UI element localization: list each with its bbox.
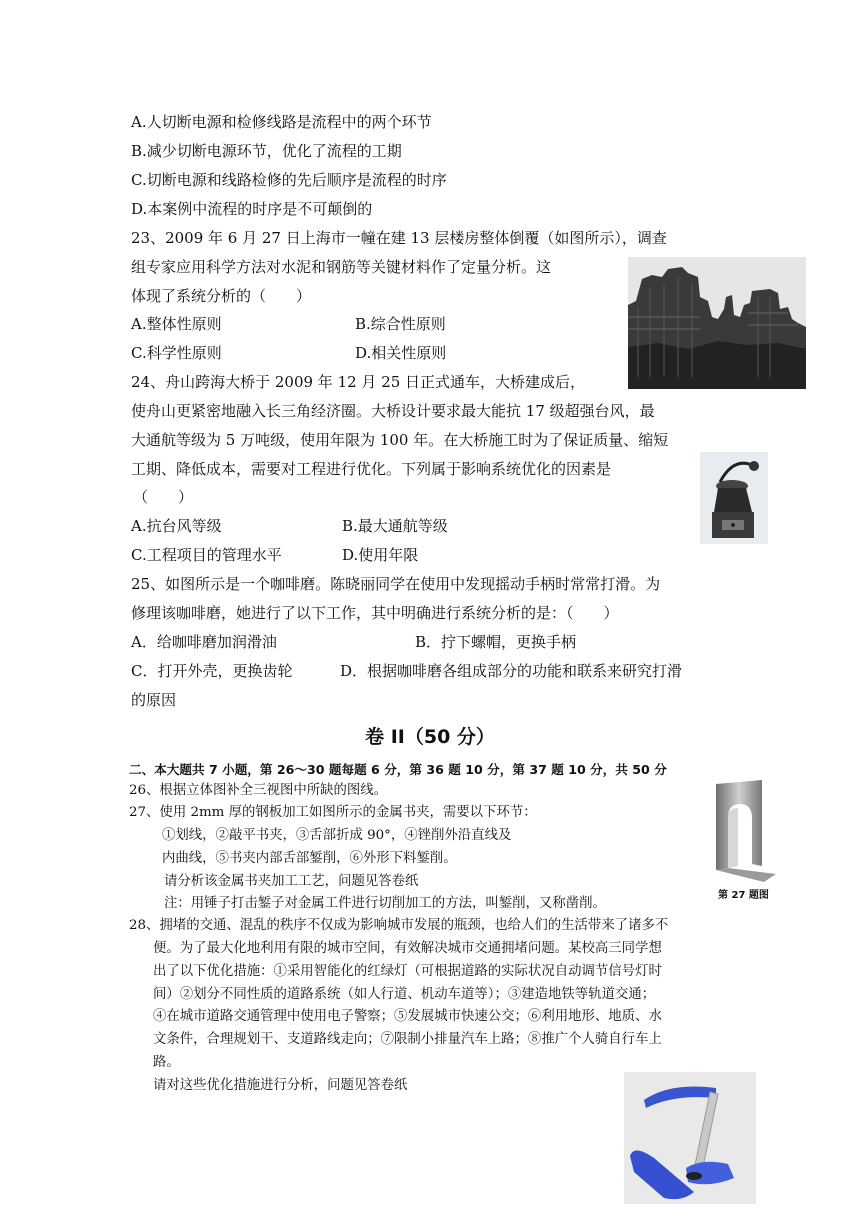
- q28-stem-line1: 28、拥堵的交通、混乱的秩序不仅成为影响城市发展的瓶颈，也给人们的生活带来了诸多不: [129, 918, 669, 933]
- q23-option-c: C.科学性原则: [131, 344, 222, 362]
- q25-option-c: C．打开外壳，更换齿轮: [131, 662, 293, 680]
- q24-option-b: B.最大通航等级: [342, 517, 448, 535]
- q25-option-d: D．根据咖啡磨各组成部分的功能和联系来研究打滑: [340, 662, 683, 680]
- q28-stem-line7: 路。: [153, 1055, 180, 1070]
- section-title: 卷 II（50 分）: [365, 726, 495, 748]
- q24-option-c: C.工程项目的管理水平: [131, 546, 282, 564]
- q27-note: 注：用锤子打击錾子对金属工件进行切削加工的方法，叫錾削，又称凿削。: [164, 896, 606, 911]
- section-intro: 二、本大题共 7 小题，第 26～30 题每题 6 分，第 36 题 10 分，第 37 题 10 分，共 50 分: [129, 762, 667, 777]
- q28-stem-line4: 间）②划分不同性质的道路系统（如人行道、机动车道等）；③建造地铁等轨道交通；: [153, 987, 656, 1002]
- q22-option-b: B.减少切断电源环节，优化了流程的工期: [131, 142, 402, 160]
- q27-stem-line4: 请分析该金属书夹加工工艺，问题见答卷纸: [164, 874, 419, 889]
- q23-option-b: B.综合性原则: [355, 315, 446, 333]
- q23-option-d: D.相关性原则: [355, 344, 447, 362]
- q27-stem-line3: 内曲线，⑤书夹内部舌部錾削，⑥外形下料錾削。: [162, 851, 457, 866]
- q23-stem-line2: 组专家应用科学方法对水泥和钢筋等关键材料作了定量分析。这: [131, 258, 552, 276]
- q22-option-d: D.本案例中流程的时序是不可颠倒的: [131, 200, 373, 218]
- q22-option-a: A.人切断电源和检修线路是流程中的两个环节: [131, 113, 432, 131]
- q25-option-a: A．给咖啡磨加润滑油: [131, 633, 277, 651]
- q25-option-d-continued: 的原因: [131, 691, 177, 709]
- q24-stem-line2: 使舟山更紧密地融入长三角经济圈。大桥设计要求最大能抗 17 级超强台风，最: [131, 402, 655, 420]
- metal-bookend-photo: [708, 778, 780, 886]
- q27-figure-caption: 第 27 题图: [718, 890, 769, 901]
- coffee-grinder-photo: [700, 452, 768, 544]
- q28-stem-line2: 便。为了最大化地利用有限的城市空间，有效解决城市交通拥堵问题。某校高三同学想: [153, 941, 662, 956]
- q27-stem-line1: 27、使用 2mm 厚的钢板加工如图所示的金属书夹，需要以下环节：: [129, 805, 537, 820]
- q24-option-a: A.抗台风等级: [131, 517, 222, 535]
- q23-stem-line3: 体现了系统分析的（ ）: [131, 287, 312, 305]
- q23-stem-line1: 23、2009 年 6 月 27 日上海市一幢在建 13 层楼房整体倒覆（如图所示），调查: [131, 229, 667, 247]
- q24-stem-line3: 大通航等级为 5 万吨级，使用年限为 100 年。在大桥施工时为了保证质量、缩短: [131, 431, 669, 449]
- q24-option-d: D.使用年限: [342, 546, 419, 564]
- q28-stem-line8: 请对这些优化措施进行分析，问题见答卷纸: [153, 1078, 408, 1093]
- q23-option-a: A.整体性原则: [131, 315, 222, 333]
- q25-stem-line1: 25、如图所示是一个咖啡磨。陈晓丽同学在使用中发现摇动手柄时常常打滑。为: [131, 575, 661, 593]
- q26-stem: 26、根据立体图补全三视图中所缺的图线。: [129, 783, 388, 798]
- q25-stem-line2: 修理该咖啡磨，她进行了以下工作，其中明确进行系统分析的是：（ ）: [131, 604, 619, 622]
- q24-stem-line1: 24、舟山跨海大桥于 2009 年 12 月 25 日正式通车，大桥建成后，: [131, 373, 586, 391]
- q28-stem-line6: 文条件，合理规划干、支道路线走向；⑦限制小排量汽车上路；⑧推广个人骑自行车上: [153, 1032, 662, 1047]
- q24-stem-line4: 工期、降低成本，需要对工程进行优化。下列属于影响系统优化的因素是: [131, 460, 612, 478]
- folding-lamp-photo: [624, 1072, 756, 1204]
- collapsed-building-photo: [628, 257, 806, 389]
- q24-answer-bracket: （ ）: [133, 488, 194, 506]
- q25-option-b: B．拧下螺帽，更换手柄: [415, 633, 577, 651]
- q27-stem-line2: ①划线，②敲平书夹，③舌部折成 90°，④锉削外沿直线及: [162, 828, 512, 843]
- q28-stem-line3: 出了以下优化措施：①采用智能化的红绿灯（可根据道路的实际状况自动调节信号灯时: [153, 964, 662, 979]
- q22-option-c: C.切断电源和线路检修的先后顺序是流程的时序: [131, 171, 447, 189]
- q28-stem-line5: ④在城市道路交通管理中使用电子警察；⑤发展城市快速公交；⑥利用地形、地质、水: [153, 1009, 662, 1024]
